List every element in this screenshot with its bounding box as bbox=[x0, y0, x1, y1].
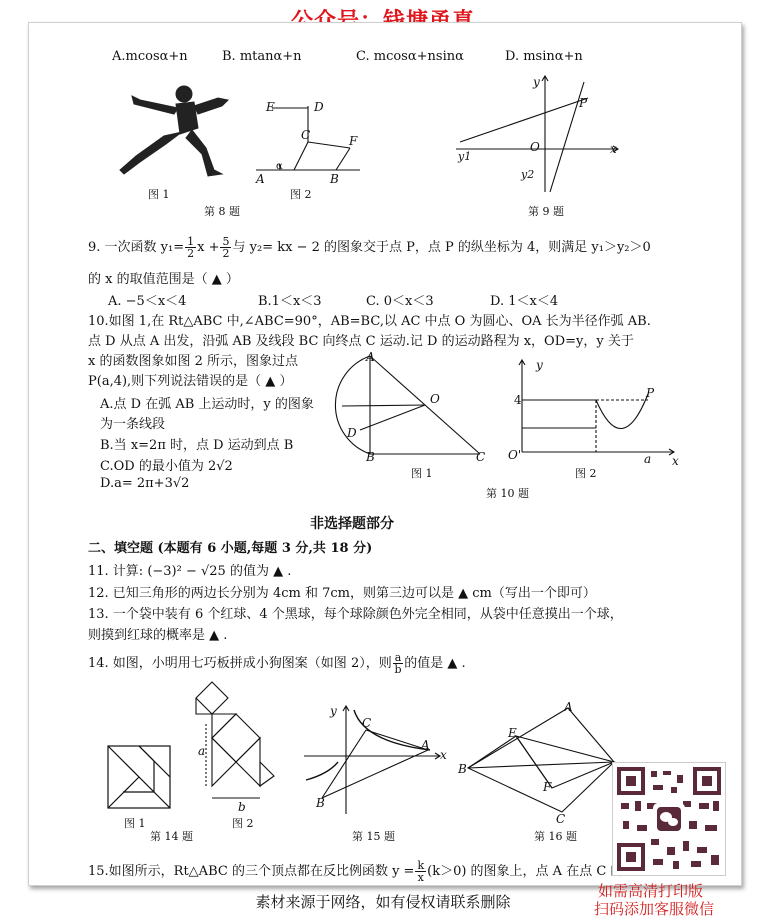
q10-fig2-label-x: x bbox=[672, 454, 679, 468]
q9-stem-line1: 9. 一次函数 y₁= $\frac{1}{2}$ x + $\frac{5}{2}$ 与 y₂= kx − 2 的图象交于点 P，点 P 的纵坐标为 4，则满足 y₁＞y₂＞0 bbox=[88, 235, 651, 260]
q8-label-d: D bbox=[314, 100, 324, 114]
q8-label-b: B bbox=[330, 172, 339, 186]
q9-option-d: D. 1＜x＜4 bbox=[490, 294, 559, 309]
q14-fig1-caption: 图 1 bbox=[124, 817, 146, 830]
q10-fig2-label-y: y bbox=[536, 358, 543, 372]
q13-line1: 13. 一个袋中装有 6 个红球、4 个黑球，每个球除颜色外完全相同，从袋中任意摸出一个球， bbox=[88, 607, 623, 622]
q10-stem-line1: 10.如图 1,在 Rt△ABC 中,∠ABC=90°，AB=BC,以 AC 中点 O 为圆心、OA 长为半径作弧 AB. bbox=[88, 314, 651, 329]
athlete-figure bbox=[110, 78, 240, 180]
q10-fig1-label-b: B bbox=[366, 450, 375, 464]
q10-fig2-label-a: a bbox=[644, 452, 652, 466]
q8-label-a: A bbox=[256, 172, 265, 186]
q10-option-a-line1: A.点 D 在弧 AB 上运动时，y 的图象 bbox=[100, 397, 314, 412]
q9-graph bbox=[452, 70, 628, 196]
tangram-square-figure bbox=[106, 744, 172, 810]
q9-label-p: P bbox=[579, 96, 588, 110]
q9-option-a: A. −5＜x＜4 bbox=[108, 294, 187, 309]
q14-caption: 第 14 题 bbox=[150, 830, 193, 843]
q11-text: 11. 计算: (−3)² − √25 的值为 ▲ . bbox=[88, 564, 292, 579]
q8-caption: 第 8 题 bbox=[204, 205, 240, 218]
q9-stem-line2: 的 x 的取值范围是（ ▲ ） bbox=[88, 272, 239, 287]
q8-option-d: D. msinα+n bbox=[505, 49, 583, 64]
q10-fig2-label-4: 4 bbox=[514, 393, 522, 407]
q14-label-a: a bbox=[198, 744, 206, 758]
promo-wechat-text: 扫码添加客服微信 bbox=[594, 900, 715, 918]
q8-label-alpha: α bbox=[276, 161, 283, 172]
q16-label-e: E bbox=[508, 726, 517, 740]
q10-fig1-label-o: O bbox=[430, 392, 440, 406]
q15-label-x: x bbox=[440, 748, 447, 762]
q8-fig2-caption: 图 2 bbox=[290, 188, 312, 201]
q10-function-graph bbox=[508, 356, 684, 460]
q9-label-y1: y1 bbox=[458, 150, 472, 163]
disclaimer-footer: 素材来源于网络，如有侵权请联系删除 bbox=[255, 893, 511, 911]
q16-caption: 第 16 题 bbox=[534, 830, 577, 843]
q10-fig1-caption: 图 1 bbox=[411, 467, 433, 480]
q9-label-x: x bbox=[610, 142, 617, 156]
q9-label-y: y bbox=[533, 75, 540, 89]
q10-fig2-caption: 图 2 bbox=[575, 467, 597, 480]
q10-stem-line3: x 的函数图象如图 2 所示，图象过点 bbox=[88, 354, 298, 369]
section-title: 非选择题部分 bbox=[310, 516, 394, 532]
q16-quadrilateral-figure bbox=[462, 702, 618, 824]
q16-label-f: F bbox=[543, 780, 552, 794]
q8-label-e: E bbox=[266, 100, 275, 114]
q12-text: 12. 已知三角形的两边长分别为 4cm 和 7cm，则第三边可以是 ▲ cm（写出一个即可） bbox=[88, 586, 596, 601]
q9-label-y2: y2 bbox=[521, 168, 535, 181]
q10-option-d: D.a= 2π+3√2 bbox=[100, 476, 190, 491]
q10-option-b: B.当 x=2π 时，点 D 运动到点 B bbox=[100, 438, 294, 453]
q8-label-f: F bbox=[349, 134, 358, 148]
tangram-dog-figure bbox=[186, 676, 278, 806]
q15-label-y: y bbox=[330, 704, 337, 718]
q15-text: 15.如图所示，Rt△ABC 的三个顶点都在反比例函数 y = $\frac{k}{x}$ (k＞0) 的图象上，点 A 在点 C 的上 bbox=[88, 859, 637, 884]
q10-stem-line2: 点 D 从点 A 出发，沿弧 AB 及线段 BC 向终点 C 运动.记 D 的运动路程为 x，OD=y，y 关于 bbox=[88, 334, 634, 349]
q10-stem-line4: P(a,4),则下列说法错误的是（ ▲ ） bbox=[88, 374, 293, 389]
q10-option-a-line2: 为一条线段 bbox=[100, 417, 166, 432]
q10-fig1-label-c: C bbox=[476, 450, 486, 464]
q9-option-b: B.1＜x＜3 bbox=[258, 294, 322, 309]
q8-fig1-caption: 图 1 bbox=[148, 188, 170, 201]
q16-label-a: A bbox=[564, 700, 573, 714]
promo-print-text: 如需高清打印版 bbox=[598, 882, 704, 900]
qr-code[interactable] bbox=[612, 762, 726, 876]
q10-triangle-figure bbox=[340, 350, 490, 462]
q9-label-o: O bbox=[530, 140, 540, 154]
q8-option-a: A.mcosα+n bbox=[112, 49, 188, 64]
q14-text: 14. 如图，小明用七巧板拼成小狗图案（如图 2），则 $\frac{a}{b}$ 的值是 ▲ . bbox=[88, 651, 466, 676]
q15-caption: 第 15 题 bbox=[352, 830, 395, 843]
q13-line2: 则摸到红球的概率是 ▲ . bbox=[88, 628, 228, 643]
q14-fig2-caption: 图 2 bbox=[232, 817, 254, 830]
q15-label-c: C bbox=[362, 716, 372, 730]
q9-caption: 第 9 题 bbox=[528, 205, 564, 218]
q8-label-c: C bbox=[301, 128, 311, 142]
q15-label-a: A bbox=[421, 738, 430, 752]
q10-caption: 第 10 题 bbox=[486, 487, 529, 500]
q10-fig2-label-p: P bbox=[646, 386, 655, 400]
q10-fig2-label-o: O' bbox=[508, 448, 522, 462]
q15-label-b: B bbox=[316, 796, 325, 810]
q14-label-b: b bbox=[238, 800, 246, 814]
q10-fig1-label-a: A bbox=[366, 350, 375, 364]
q8-option-c: C. mcosα+nsinα bbox=[356, 49, 464, 64]
q16-label-c: C bbox=[556, 812, 566, 826]
fill-blank-heading: 二、填空题 (本题有 6 小题,每题 3 分,共 18 分) bbox=[88, 541, 373, 556]
q10-option-c: C.OD 的最小值为 2√2 bbox=[100, 459, 233, 474]
q10-fig1-label-d: D bbox=[347, 426, 357, 440]
q8-option-b: B. mtanα+n bbox=[222, 49, 302, 64]
q9-option-c: C. 0＜x＜3 bbox=[366, 294, 434, 309]
q16-label-b: B bbox=[458, 762, 467, 776]
